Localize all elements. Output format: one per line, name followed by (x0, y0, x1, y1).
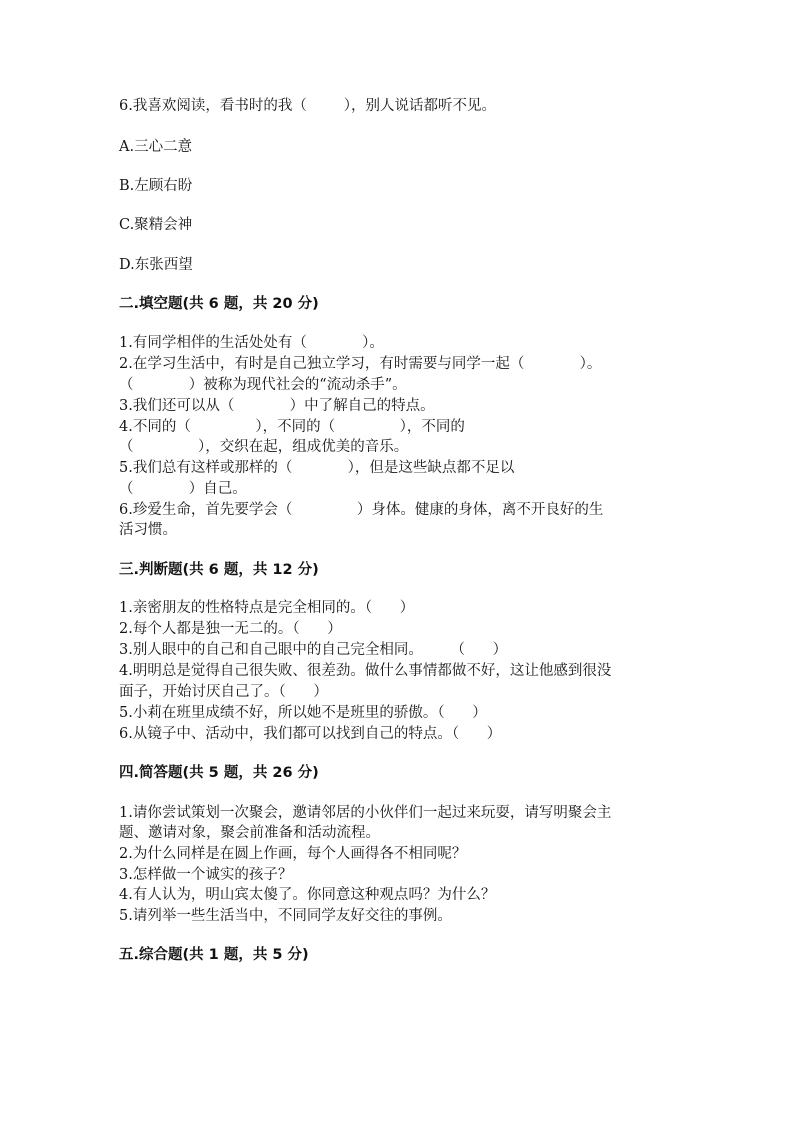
option-b: B.左顾右盼 (119, 178, 193, 194)
judge-line: 2.每个人都是独一无二的。（ ） (119, 621, 342, 637)
option-a: A.三心二意 (119, 139, 193, 155)
fill-blank-line: 4.不同的（ ），不同的（ ），不同的 (119, 419, 465, 435)
fill-blank-line: 5.我们总有这样或那样的（ ），但是这些缺点都不足以 (119, 460, 515, 476)
short-answer-line: 5.请列举一些生活当中，不同同学友好交往的事例。 (119, 908, 452, 924)
judge-line: 面子，开始讨厌自己了。（ ） (119, 684, 328, 700)
option-c: C.聚精会神 (119, 217, 193, 233)
judge-line: 6.从镜子中、活动中，我们都可以找到自己的特点。（ ） (119, 726, 502, 742)
short-answer-line: 题、邀请对象，聚会前准备和活动流程。 (119, 825, 380, 841)
short-answer-line: 3.怎样做一个诚实的孩子？ (119, 867, 293, 883)
comprehensive-heading: 五.综合题(共 1 题，共 5 分) (119, 947, 309, 963)
fill-blank-line: 6.珍爱生命，首先要学会（ ）身体。健康的身体，离不开良好的生 (119, 502, 604, 518)
short-answer-line: 2.为什么同样是在圆上作画，每个人画得各不相同呢？ (119, 846, 467, 862)
judge-line: 1.亲密朋友的性格特点是完全相同的。（ ） (119, 600, 415, 616)
fill-blank-line: 活习惯。 (119, 522, 177, 538)
fill-blank-line: （ ）被称为现代社会的“流动杀手”。 (119, 377, 407, 393)
option-d: D.东张西望 (119, 257, 193, 273)
fill-blank-line: （ ），交织在起，组成优美的音乐。 (119, 439, 409, 455)
judge-line: 4.明明总是觉得自己很失败、很差劲。做什么事情都做不好，这让他感到很没 (119, 663, 612, 679)
judge-heading: 三.判断题(共 6 题，共 12 分) (119, 562, 319, 578)
question-6-stem: 6.我喜欢阅读，看书时的我（ ），别人说话都听不见。 (119, 98, 496, 114)
fill-blank-heading: 二.填空题(共 6 题，共 20 分) (119, 296, 319, 312)
short-answer-heading: 四.简答题(共 5 题，共 26 分) (119, 765, 319, 781)
short-answer-line: 4.有人认为，明山宾太傻了。你同意这种观点吗？为什么？ (119, 887, 496, 903)
judge-line: 3.别人眼中的自己和自己眼中的自己完全相同。 （ ） (119, 642, 508, 658)
fill-blank-line: 1.有同学相伴的生活处处有（ ）。 (119, 335, 384, 351)
fill-blank-line: （ ）自己。 (119, 481, 247, 497)
fill-blank-line: 3.我们还可以从（ ）中了解自己的特点。 (119, 398, 435, 414)
fill-blank-line: 2.在学习生活中，有时是自己独立学习，有时需要与同学一起（ ）。 (119, 356, 602, 372)
short-answer-line: 1.请你尝试策划一次聚会，邀请邻居的小伙伴们一起过来玩耍，请写明聚会主 (119, 805, 612, 821)
judge-line: 5.小莉在班里成绩不好，所以她不是班里的骄傲。（ ） (119, 705, 487, 721)
